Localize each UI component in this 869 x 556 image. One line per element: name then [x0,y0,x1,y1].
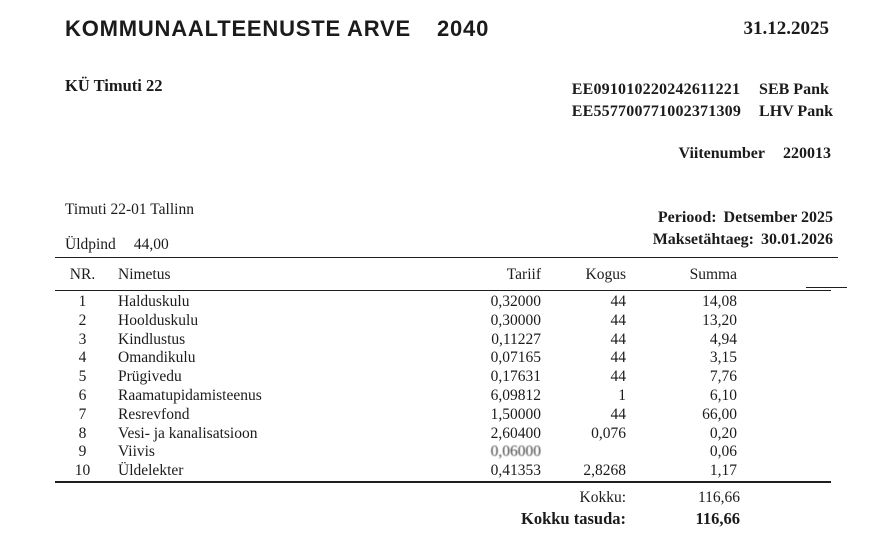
table-row [55,462,737,481]
scan-artifact-line [806,287,847,288]
area-label: Üldpind [65,236,116,253]
due-label: Maksetähtaeg: [652,231,754,248]
row-tariff: 1,50000 [490,405,541,423]
row-tariff: 0,41353 [490,462,541,480]
row-qty: 44 [610,330,626,348]
iban-2: EE557700771002371309 [571,103,742,120]
table-body [55,293,737,481]
title-group [65,16,489,42]
row-tariff: 6,09812 [490,386,541,404]
totals-section [55,487,740,530]
row-nr: 10 [74,462,91,480]
invoice-number: 2040 [436,16,490,41]
table-row [55,406,737,425]
row-sum: 6,10 [709,386,737,404]
area-value: 44,00 [133,236,169,253]
row-qty: 44 [610,405,626,423]
due-row [653,229,833,251]
divider-bottom [55,481,831,483]
col-header-name: Nimetus [118,266,171,283]
row-sum: 7,76 [709,368,737,386]
row-name: Kindlustus [118,330,186,348]
row-sum: 66,00 [702,405,737,423]
table-row [55,349,737,368]
row-nr: 8 [78,424,87,442]
total-row [55,487,740,508]
table-row [55,312,737,331]
table-row [55,425,737,444]
row-name: Hoolduskulu [118,311,199,329]
row-nr: 9 [78,443,87,461]
col-header-nr: NR. [69,266,96,283]
payer-name: KÜ Timuti 22 [65,76,163,95]
total-due-value: 116,66 [695,509,740,528]
row-tariff: 0,30000 [490,311,541,329]
row-nr: 4 [78,349,87,367]
row-name: Vesi- ja kanalisatsioon [118,424,258,442]
row-sum: 0,20 [709,424,737,442]
bank-name-1: SEB Pank [759,81,829,98]
row-sum: 3,15 [709,349,737,367]
row-name: Resrevfond [118,405,190,423]
row-tariff: 0,11227 [491,330,541,348]
row-sum: 13,20 [702,311,737,329]
total-due-row [55,508,740,530]
divider-header [55,290,831,291]
table-row [55,368,737,387]
row-name: Raamatupidamisteenus [118,386,262,404]
table-row [55,387,737,406]
row-name: Omandikulu [118,349,196,367]
row-tariff: 0,06000 [490,443,541,461]
row-tariff: 0,17631 [490,368,541,386]
row-name: Halduskulu [118,293,190,310]
reference-number: 220013 [783,145,831,162]
row-qty: 44 [610,368,626,386]
area-row [65,236,169,254]
page-title: KOMMUNAALTEENUSTE ARVE [65,16,411,41]
row-qty: 2,8268 [583,462,626,480]
period-block [653,207,833,251]
reference-label: Viitenumber [678,145,765,162]
property-address: Timuti 22-01 Tallinn [65,201,194,218]
table-row [55,331,737,350]
iban-1: EE091010220242611221 [571,81,741,98]
row-sum: 0,06 [709,443,737,461]
row-qty: 44 [610,311,626,329]
reference-row [678,145,831,163]
row-nr: 2 [78,311,87,329]
due-value: 30.01.2026 [761,231,833,248]
period-label: Periood: [657,209,717,226]
row-qty: 0,076 [591,424,626,442]
divider-top [55,257,838,258]
bank-accounts [572,81,833,121]
table-row [55,293,737,312]
row-name: Prügivedu [118,368,182,386]
row-qty: 1 [618,386,626,404]
row-name: Viivis [118,443,155,461]
row-qty: 44 [610,293,626,310]
bank-name-2: LHV Pank [759,103,833,120]
table-row [55,443,737,462]
table-header [55,266,737,284]
row-tariff: 0,32000 [490,293,541,310]
row-tariff: 2,60400 [490,424,541,442]
period-row [653,207,833,229]
row-nr: 7 [78,405,87,423]
row-nr: 5 [78,368,87,386]
row-name: Üldelekter [118,462,184,480]
row-nr: 3 [78,330,87,348]
period-value: Detsember 2025 [723,209,833,226]
row-qty: 44 [610,349,626,367]
row-sum: 14,08 [702,293,737,310]
col-header-sum: Summa [689,266,737,283]
total-due-label: Kokku tasuda: [520,509,626,528]
row-sum: 4,94 [709,330,737,348]
row-tariff: 0,07165 [490,349,541,367]
row-nr: 6 [78,386,87,404]
invoice-date: 31.12.2025 [743,18,829,39]
col-header-tariff: Tariif [506,266,541,283]
total-label: Kokku: [579,489,626,506]
row-sum: 1,17 [709,462,737,480]
col-header-qty: Kogus [585,266,626,283]
total-value: 116,66 [697,489,740,506]
title-row [65,16,829,42]
row-nr: 1 [78,293,87,310]
